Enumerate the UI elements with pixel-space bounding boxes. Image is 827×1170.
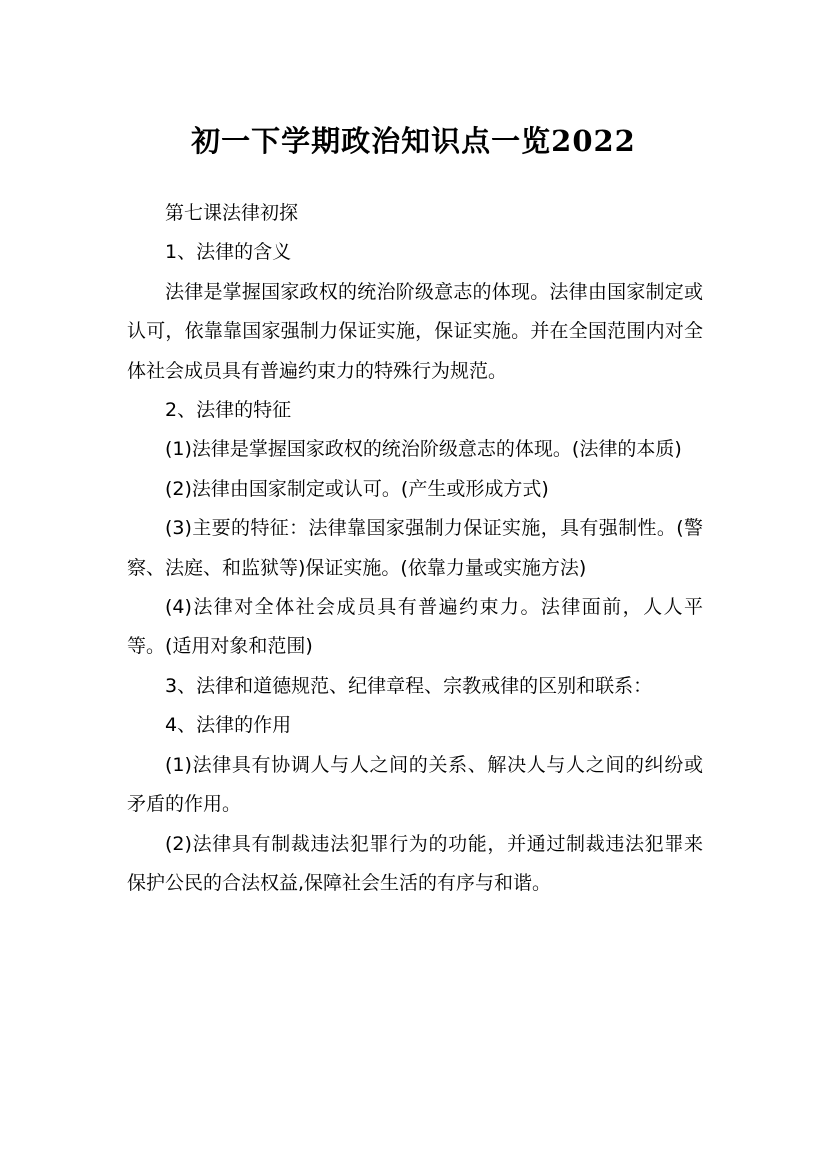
document-title: 初一下学期政治知识点一览2022 [191,124,636,159]
paragraph-function-1: (1)法律具有协调人与人之间的关系、解决人与人之间的纠纷或矛盾的作用。 [127,753,703,816]
paragraph-lesson-heading: 第七课法律初探 [165,202,299,224]
paragraph-function-2: (2)法律具有制裁违法犯罪行为的功能，并通过制裁违法犯罪来保护公民的合法权益,保障社会生活的有序与和谐。 [127,832,703,894]
paragraph-section-4-heading: 4、法律的作用 [165,714,292,737]
paragraph-section-1-heading: 1、法律的含义 [165,241,292,264]
document-body [127,194,703,903]
paragraph-feature-4: (4)法律对全体社会成员具有普遍约束力。法律面前，人人平等。(适用对象和范围) [127,596,703,658]
paragraph-feature-3: (3)主要的特征：法律靠国家强制力保证实施，具有强制性。(警察、法庭、和监狱等)保证实施。(依靠力量或实施方法) [127,517,703,579]
paragraph-section-2-heading: 2、法律的特征 [165,399,292,422]
paragraph-section-3-heading: 3、法律和道德规范、纪律章程、宗教戒律的区别和联系： [165,674,653,697]
paragraph-law-definition: 法律是掌握国家政权的统治阶级意志的体现。法律由国家制定或认可，依靠靠国家强制力保证实施，保证实施。并在全国范围内对全体社会成员具有普遍约束力的特殊行为规范。 [127,280,703,382]
paragraph-feature-1: (1)法律是掌握国家政权的统治阶级意志的体现。(法律的本质) [165,438,682,461]
paragraph-feature-2: (2)法律由国家制定或认可。(产生或形成方式) [165,477,549,500]
